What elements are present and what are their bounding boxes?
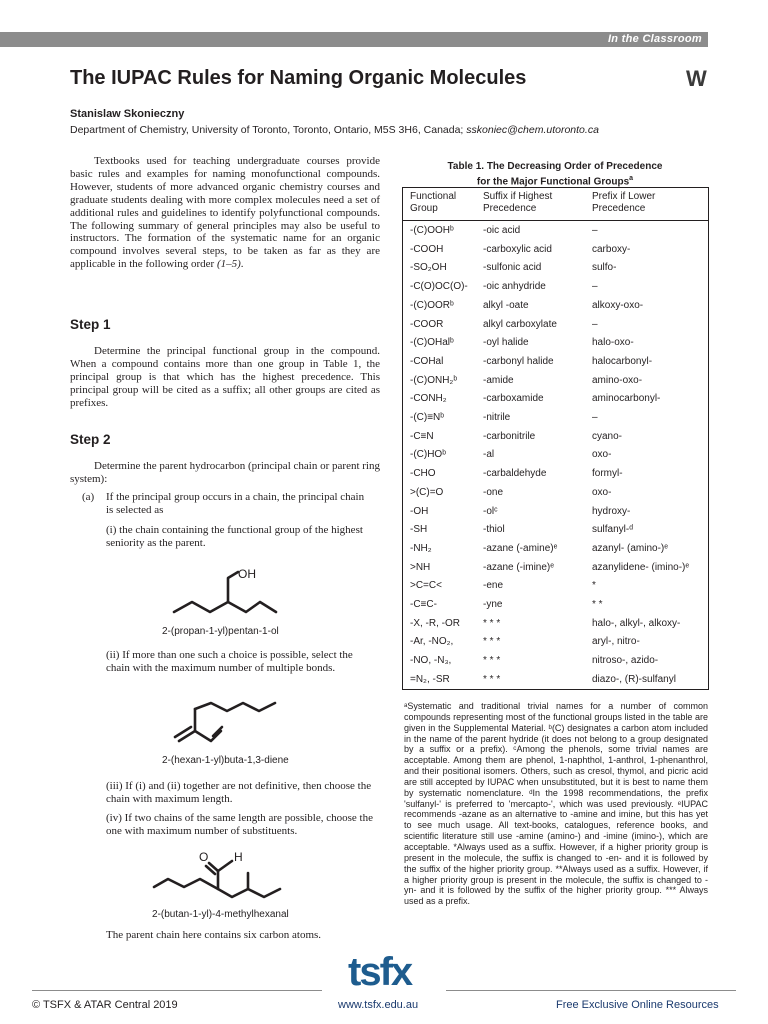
table-cell-prefix: diazo-, (R)-sulfanyl xyxy=(592,673,676,685)
table-cell-prefix: oxo- xyxy=(592,449,612,461)
table-cell-suffix: -thiol xyxy=(483,524,505,536)
table-cell-prefix: halo-, alkyl-, alkoxy- xyxy=(592,617,681,629)
table-row xyxy=(403,372,708,391)
table-row xyxy=(403,633,708,652)
step2-heading: Step 2 xyxy=(70,432,111,447)
table-cell-prefix: sulfo- xyxy=(592,262,617,274)
table-cell-group: -(C)OORᵇ xyxy=(410,299,454,311)
table-cell-suffix: -olᶜ xyxy=(483,505,498,517)
table-cell-prefix: * * xyxy=(592,599,603,610)
table-cell-suffix: -azane (-amine)ᵉ xyxy=(483,542,558,554)
molecule-3-name: 2-(butan-1-yl)-4-methylhexanal xyxy=(152,909,289,920)
table-cell-suffix: -yne xyxy=(483,599,503,610)
table-row xyxy=(403,671,708,690)
section-header-bar xyxy=(0,32,708,47)
table-cell-group: -(C)OHalᵇ xyxy=(410,337,454,349)
table-cell-suffix: -oyl halide xyxy=(483,337,529,349)
table-row xyxy=(403,446,708,465)
intro-end: . xyxy=(240,258,244,271)
table-cell-suffix: -amide xyxy=(483,374,514,386)
table-cell-group: >C=C< xyxy=(410,580,442,592)
table-title-line1: Table 1. The Decreasing Order of Precedence xyxy=(447,161,663,172)
table-cell-group: -CHO xyxy=(410,468,436,480)
table-cell-group: -(C)ONH₂ᵇ xyxy=(410,374,458,386)
molecule-2-name: 2-(hexan-1-yl)buta-1,3-diene xyxy=(162,755,289,766)
tsfx-logo: tsfx xyxy=(348,950,412,994)
intro-paragraph xyxy=(70,155,380,271)
table-cell-suffix: -carboxamide xyxy=(483,393,544,405)
table-cell-suffix: -ene xyxy=(483,580,504,592)
table-cell-group: -COHal xyxy=(410,355,444,367)
table-row xyxy=(403,465,708,484)
author-name: Stanislaw Skonieczny xyxy=(70,108,185,120)
footer-website-link[interactable]: www.tsfx.edu.au xyxy=(338,999,419,1011)
table-row xyxy=(403,241,708,260)
molecule-2-structure xyxy=(177,703,307,753)
rule-iii-text: (iii) If (i) and (ii) together are not definitive, then choose the chain with maximum length. xyxy=(106,780,372,805)
molecule-1-structure xyxy=(172,568,302,628)
molecule-3-structure xyxy=(152,849,302,909)
rule-a-label: (a) xyxy=(82,491,95,503)
table-row xyxy=(403,334,708,353)
table-cell-suffix: -carbaldehyde xyxy=(483,468,547,480)
header-functional-group: Functional Group xyxy=(410,191,457,214)
table-row xyxy=(403,297,708,316)
table-cell-suffix: * * * xyxy=(483,617,501,629)
header-prefix: Prefix if Lower Precedence xyxy=(592,191,656,214)
rule-i-text: (i) the chain containing the functional group of the highest seniority as the parent. xyxy=(106,524,363,549)
table-cell-prefix: formyl- xyxy=(592,468,623,480)
table-cell-group: -(C)OOHᵇ xyxy=(410,225,454,236)
table-cell-prefix: nitroso-, azido- xyxy=(592,655,659,667)
table-row xyxy=(403,409,708,428)
mol3-hydrogen-label: H xyxy=(234,850,243,864)
table-cell-group: -SH xyxy=(410,524,428,536)
step2-text: Determine the parent hydrocarbon (principal chain or parent ring system): xyxy=(70,460,380,485)
table-row xyxy=(403,259,708,278)
table-cell-group: -SO₂OH xyxy=(410,262,447,274)
intro-text: Textbooks used for teaching undergraduate courses provide basic rules and examples for naming monofunctional compounds. However, students of more advanced organic chemistry courses and graduate students dealing with more complex molecules need a set of additional rules and guidelines to identify polyfunctional compounds. The following summary of general principles may also be useful to instructors. The formation of the systematic name for an organic compound involves several steps, to be taken as far as they are applicable in the following order xyxy=(70,155,380,271)
table-cell-prefix: – xyxy=(592,281,598,293)
table-row xyxy=(403,652,708,671)
table-cell-suffix: -carboxylic acid xyxy=(483,243,552,255)
step2-paragraph xyxy=(70,460,380,486)
table-cell-prefix: carboxy- xyxy=(592,243,631,255)
author-email[interactable]: sskoniec@chem.utoronto.ca xyxy=(466,124,599,136)
table-cell-suffix: -oic acid xyxy=(483,225,521,236)
table-row xyxy=(403,615,708,634)
table-row xyxy=(403,428,708,447)
web-material-icon: W xyxy=(686,66,705,91)
table-cell-group: -(C)HOᵇ xyxy=(410,449,446,461)
molecule-1-name: 2-(propan-1-yl)pentan-1-ol xyxy=(162,626,279,637)
table-cell-group: -CONH₂ xyxy=(410,393,447,405)
table-footnotes: ᵃSystematic and traditional trivial names for a number of common compounds representing most of the functional groups listed in the table are given in the Supplemental Material. ᵇ(C) designates a carbon atom included in the name of the parent hydride (it does not belong to a group designated by a suffix or a prefix). ᶜAmong the phenols, some trivial names are acceptable. Among them are phenol, 1-naphthol, 1-anthrol, 1-phenanthrol, and their positional isomers. Others, such as cresol, thymol, and picric acid are still accepted by IUPAC when unsubstituted, but it is best to name them by systematic nomenclature. ᵈIn the 1998 recommendations, the prefix 'sulfanyl-' is preferred to 'mercapto-', which was used previously. ᵉIUPAC recommends -azane as an alternative to -amine and imine, but this has yet to see much usage. All text-books, catalogues, reference books, and scientific literature still use -amine (amino-) and -imine (imino-), which are acceptable. *Always used as a suffix. However, if a higher priority group is present in the molecule, the suffix is changed to -en- and it is followed by the suffix of the higher priority group. **Always used as a suffix. However, if a higher priority group is present in the molecule, the suffix is changed to -yn- and it is followed by the suffix of the higher priority group. *** Always used as a prefix. xyxy=(404,701,708,907)
footer-divider-right xyxy=(446,990,736,991)
table-cell-suffix: -one xyxy=(483,486,504,498)
table-cell-group: -C≡N xyxy=(410,430,434,442)
table-row xyxy=(403,596,708,615)
article-title: The IUPAC Rules for Naming Organic Molecules xyxy=(70,67,527,89)
table-cell-prefix: sulfanyl-ᵈ xyxy=(592,524,634,536)
table-cell-suffix: -carbonitrile xyxy=(483,430,536,442)
table-cell-prefix: hydroxy- xyxy=(592,505,631,517)
section-label: In the Classroom xyxy=(607,33,702,45)
table-cell-prefix: amino-oxo- xyxy=(592,374,643,386)
table-cell-prefix: cyano- xyxy=(592,430,623,442)
table-row xyxy=(403,278,708,297)
table-cell-group: -COOR xyxy=(410,318,444,330)
table-cell-suffix: alkyl carboxylate xyxy=(483,318,557,330)
rule-ii-text: (ii) If more than one such a choice is possible, select the chain with the maximum number of multiple bonds. xyxy=(106,649,353,674)
table-row xyxy=(403,559,708,578)
table-title-mark: a xyxy=(629,175,634,182)
table-row xyxy=(403,390,708,409)
table-row xyxy=(403,222,708,241)
intro-reference[interactable]: (1–5) xyxy=(216,258,241,271)
table-title-line2: for the Major Functional Groups xyxy=(476,176,630,188)
table-row xyxy=(403,540,708,559)
footer-resources-link[interactable]: Free Exclusive Online Resources xyxy=(556,999,719,1011)
table-cell-group: -C≡C- xyxy=(410,599,437,610)
mol1-oh-label: OH xyxy=(238,567,256,581)
mol3-oxygen-label: O xyxy=(199,850,209,864)
table-cell-prefix: alkoxy-oxo- xyxy=(592,299,644,311)
affiliation-text: Department of Chemistry, University of Toronto, Toronto, Ontario, M5S 3H6, Canada; xyxy=(70,124,467,136)
table-cell-prefix: * xyxy=(592,580,596,592)
table-cell-group: >(C)=O xyxy=(410,486,444,498)
footer-copyright: © TSFX & ATAR Central 2019 xyxy=(32,999,178,1011)
table-cell-suffix: * * * xyxy=(483,655,501,667)
table-cell-group: -COOH xyxy=(410,243,444,255)
table-title xyxy=(404,161,706,188)
step1-text: Determine the principal functional group in the compound. When a compound contains more than one group in Table 1, the principal group is that which has the highest precedence. This principal group will be cited as a suffix; all other groups are cited as prefixes. xyxy=(70,345,380,409)
table-row xyxy=(403,503,708,522)
rule-a-text: If the principal group occurs in a chain, the principal chain is selected as xyxy=(106,491,365,516)
table-cell-prefix: aryl-, nitro- xyxy=(592,636,640,648)
table-cell-suffix: -sulfonic acid xyxy=(483,262,542,274)
precedence-table xyxy=(402,187,709,690)
table-cell-group: -Ar, -NO₂, xyxy=(410,636,454,648)
table-cell-suffix: -azane (-imine)ᵉ xyxy=(483,561,554,573)
step2-closing-text: The parent chain here contains six carbon atoms. xyxy=(106,929,322,941)
table-cell-group: -NO, -N₃, xyxy=(410,655,452,667)
table-row xyxy=(403,521,708,540)
table-cell-prefix: azanylidene- (imino-)ᵉ xyxy=(592,561,690,573)
table-cell-suffix: * * * xyxy=(483,636,501,648)
table-cell-group: -X, -R, -OR xyxy=(410,617,460,629)
table-cell-group: -NH₂ xyxy=(410,542,432,554)
table-cell-prefix: – xyxy=(592,412,598,423)
author-affiliation xyxy=(70,124,599,136)
table-cell-group: =N₂, -SR xyxy=(410,673,450,685)
table-cell-group: -C(O)OC(O)- xyxy=(410,281,468,293)
step1-heading: Step 1 xyxy=(70,317,111,332)
table-cell-group: >NH xyxy=(410,561,431,573)
table-header-row xyxy=(403,188,708,221)
table-cell-group: -(C)≡Nᵇ xyxy=(410,412,445,423)
table-cell-suffix: -carbonyl halide xyxy=(483,355,554,367)
table-cell-prefix: aminocarbonyl- xyxy=(592,393,661,405)
rule-iv-text: (iv) If two chains of the same length are possible, choose the one with maximum number of substituents. xyxy=(106,812,373,837)
table-row xyxy=(403,577,708,596)
step1-paragraph xyxy=(70,345,380,410)
header-suffix: Suffix if Highest Precedence xyxy=(483,191,553,214)
table-cell-prefix: halocarbonyl- xyxy=(592,355,653,367)
table-cell-suffix: alkyl -oate xyxy=(483,299,529,311)
table-cell-group: -OH xyxy=(410,505,429,517)
table-cell-prefix: oxo- xyxy=(592,486,612,498)
table-row xyxy=(403,316,708,335)
table-cell-prefix: – xyxy=(592,318,598,330)
table-row xyxy=(403,484,708,503)
table-cell-suffix: -oic anhydride xyxy=(483,281,546,293)
table-row xyxy=(403,353,708,372)
table-cell-suffix: * * * xyxy=(483,673,501,685)
table-cell-suffix: -nitrile xyxy=(483,412,511,423)
table-cell-prefix: – xyxy=(592,225,598,236)
table-cell-prefix: halo-oxo- xyxy=(592,337,634,349)
table-cell-prefix: azanyl- (amino-)ᵉ xyxy=(592,542,668,554)
table-cell-suffix: -al xyxy=(483,449,495,461)
footer-divider-left xyxy=(32,990,322,991)
